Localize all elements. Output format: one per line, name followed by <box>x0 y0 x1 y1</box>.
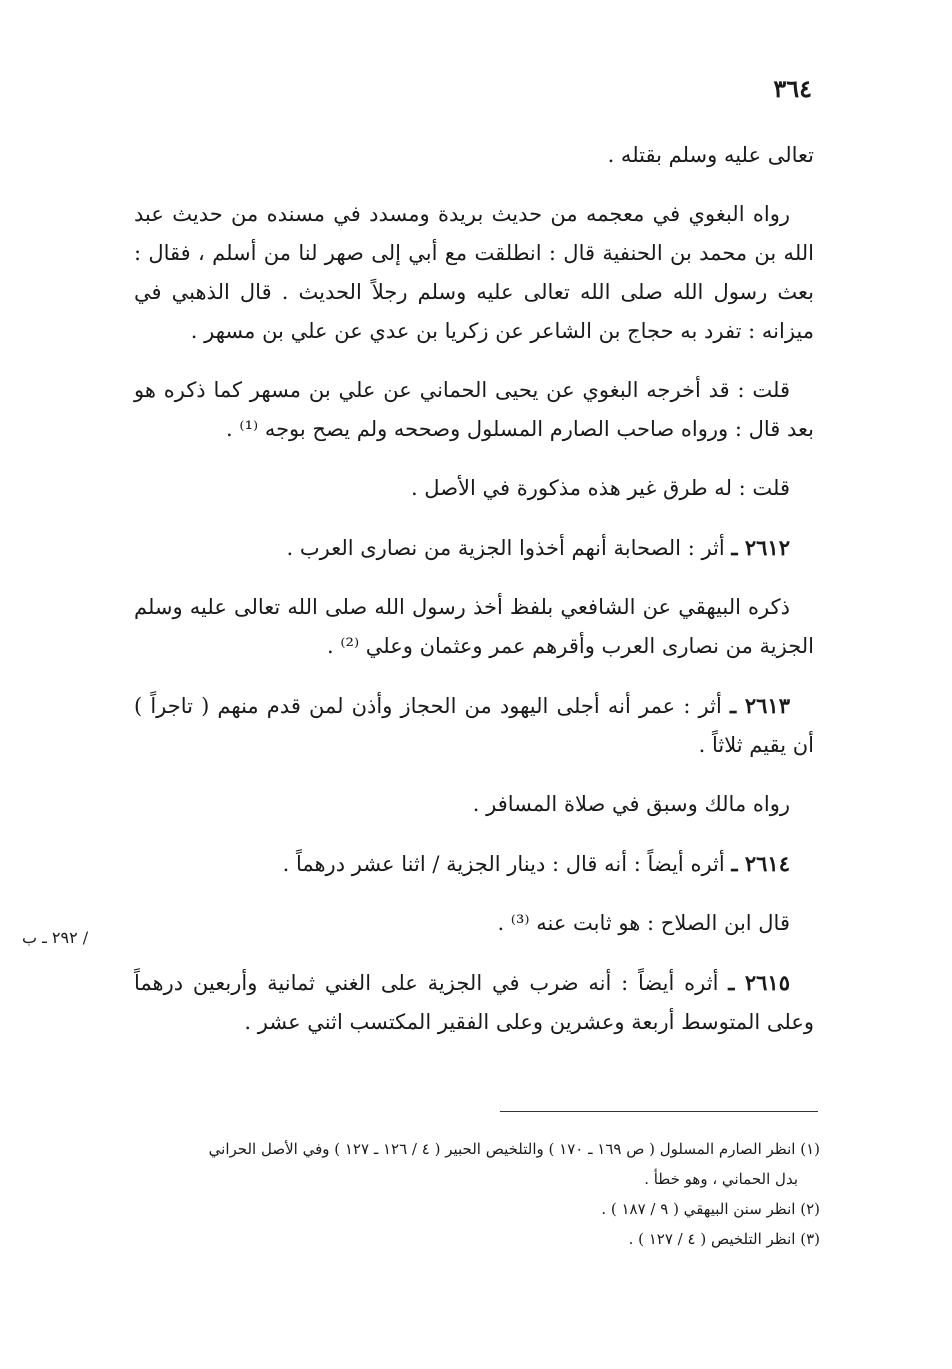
paragraph <box>134 195 814 351</box>
paragraph <box>134 785 814 824</box>
margin-note: / ٢٩٢ ـ ب <box>22 928 89 947</box>
footnote-text: (٣) انظر التلخيص ( ٤ / ١٢٧ ) . <box>628 1230 820 1248</box>
paragraph-text: قلت : له طرق غير هذه مذكورة في الأصل . <box>410 476 790 500</box>
paragraph-text: أثر : عمر أنه أجلى اليهود من الحجاز وأذن لمن قدم منهم ( تاجراً ) أن يقيم ثلاثاً . <box>134 694 814 757</box>
paragraph <box>134 136 814 175</box>
paragraph <box>134 469 814 508</box>
footnote-1 <box>130 1134 820 1194</box>
paragraph-text: أثره أيضاً : أنه ضرب في الجزية على الغني ثمانية وأربعين درهماً وعلى المتوسط أربعة وعشرين وعلى الفقير المكتسب اثني عشر . <box>134 971 814 1034</box>
paragraph-text: ذكره البيهقي عن الشافعي بلفظ أخذ رسول الله صلى الله تعالى عليه وسلم الجزية من نصارى العرب وأقرهم عمر وعثمان وعلي ⁽²⁾ . <box>134 595 814 658</box>
footnote-divider <box>500 1111 818 1112</box>
footnote-text: (٢) انظر سنن البيهقي ( ٩ / ١٨٧ ) . <box>601 1200 820 1218</box>
paragraph-text: قال ابن الصلاح : هو ثابت عنه ⁽³⁾ . <box>497 911 790 935</box>
footnotes <box>130 1134 820 1254</box>
entry-number: ٢٦١٣ ـ <box>729 693 790 718</box>
footnote-3 <box>130 1224 820 1254</box>
entry-2615 <box>134 963 814 1042</box>
paragraph-text: أثره أيضاً : أنه قال : دينار الجزية / اثنا عشر درهماً . <box>282 852 725 876</box>
entry-number: ٢٦١٤ ـ <box>731 851 790 876</box>
paragraph <box>134 588 814 666</box>
paragraph-text: رواه مالك وسبق في صلاة المسافر . <box>472 792 790 816</box>
body-text <box>134 136 814 1062</box>
entry-2612 <box>134 528 814 568</box>
paragraph-text: قلت : قد أخرجه البغوي عن يحيى الحماني عن علي بن مسهر كما ذكره هو بعد قال : ورواه صاحب الصارم المسلول وصححه ولم يصح بوجه ⁽¹⁾ . <box>134 378 814 441</box>
paragraph <box>134 904 814 943</box>
paragraph-text: أثر : الصحابة أنهم أخذوا الجزية من نصارى العرب . <box>286 536 725 560</box>
footnote-text: (١) انظر الصارم المسلول ( ص ١٦٩ ـ ١٧٠ ) والتلخيص الحبير ( ٤ / ١٢٦ ـ ١٢٧ ) وفي الأصل الحراني <box>208 1140 820 1158</box>
entry-number: ٢٦١٥ ـ <box>728 970 790 995</box>
entry-2614 <box>134 844 814 884</box>
entry-2613 <box>134 686 814 765</box>
footnote-2 <box>130 1194 820 1224</box>
paragraph-text: تعالى عليه وسلم بقتله . <box>607 143 814 167</box>
paragraph-text: رواه البغوي في معجمه من حديث بريدة ومسدد في مسنده من حديث عبد الله بن محمد بن الحنفية قال : انطلقت مع أبي إلى صهر لنا من أسلم ، فقال : بعث رسول الله صلى الله تعالى عليه وسلم رجلاً الحديث . قال الذهبي في ميزانه : تفرد به حجاج بن الشاعر عن زكريا بن عدي عن علي بن مسهر . <box>134 202 814 343</box>
entry-number: ٢٦١٢ ـ <box>731 535 790 560</box>
footnote-continuation: بدل الحماني ، وهو خطأ . <box>644 1170 798 1188</box>
paragraph <box>134 371 814 449</box>
page-number: ٣٦٤ <box>773 74 812 103</box>
